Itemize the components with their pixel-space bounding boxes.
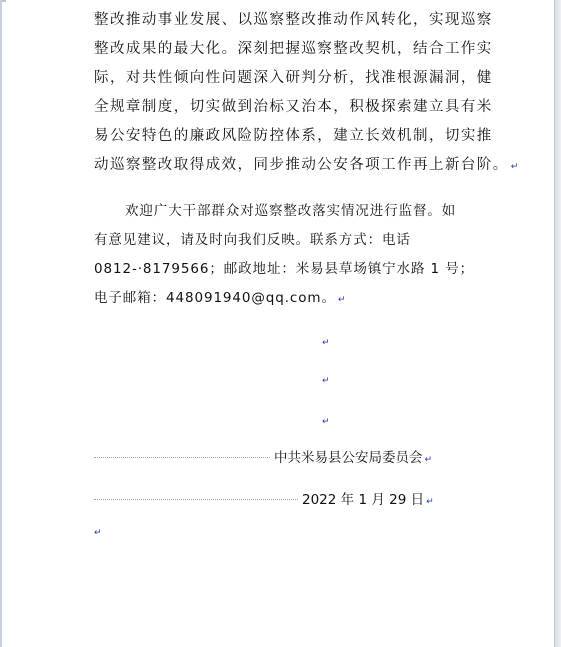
signature-org: 中共米易县公安局委员会 xyxy=(274,450,423,466)
window-frame-left xyxy=(0,0,2,647)
paragraph-1-line: 整改推动事业发展、以巡察整改推动作风转化，实现巡察 xyxy=(94,12,493,28)
paragraph-mark-icon: ↵ xyxy=(426,497,434,507)
paragraph-mark-icon: ↵ xyxy=(322,376,330,386)
signature-date-line[interactable] xyxy=(94,488,434,508)
paragraph-mark-icon: ↵ xyxy=(322,417,330,427)
paragraph-1-line: 整改成果的最大化。深刻把握巡察整改契机，结合工作实 xyxy=(94,41,493,57)
paragraph-2-line: 电子邮箱：448091940@qq.com。 ↵ xyxy=(94,290,346,306)
tab-leader-dots xyxy=(94,457,270,458)
paragraph-mark-icon: ↵ xyxy=(94,528,102,538)
paragraph-2-line: 有意见建议，请及时向我们反映。联系方式：电话 xyxy=(94,232,411,248)
paragraph-2-line: 0812-·8179566；邮政地址：米易县草场镇宁水路 1 号； xyxy=(94,261,475,277)
paragraph-mark-icon: ↵ xyxy=(337,295,346,305)
document-page[interactable] xyxy=(6,0,555,647)
paragraph-1-line: 动巡察整改取得成效，同步推动公安各项工作再上新台阶。 ↵ xyxy=(94,157,519,173)
paragraph-mark-icon: ↵ xyxy=(322,338,330,348)
tab-leader-dots xyxy=(94,499,298,500)
paragraph-1-line: 易公安特色的廉政风险防控体系，建立长效机制，切实推 xyxy=(94,128,493,144)
paragraph-1-line: 全规章制度，切实做到治标又治本，积极探索建立具有米 xyxy=(94,99,493,115)
paragraph-1[interactable] xyxy=(94,6,519,180)
paragraph-1-line: 际，对共性倾向性问题深入研判分析，找准根源漏洞，健 xyxy=(94,70,493,86)
paragraph-mark-icon: ↵ xyxy=(424,455,433,465)
paragraph-2-line: 欢迎广大干部群众对巡察整改落实情况进行监督。如 xyxy=(125,203,457,219)
signature-date: 2022 年 1 月 29 日 xyxy=(302,492,425,508)
paragraph-2[interactable] xyxy=(94,197,486,313)
paragraph-mark-icon: ↵ xyxy=(510,162,519,172)
window-frame-right xyxy=(554,0,561,647)
signature-org-line[interactable] xyxy=(94,446,432,466)
